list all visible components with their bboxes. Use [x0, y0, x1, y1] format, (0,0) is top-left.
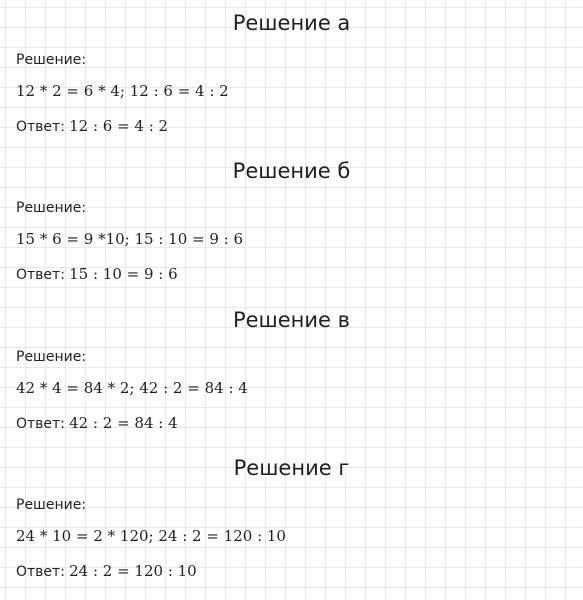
answer-label: Ответ: [16, 416, 65, 432]
section-heading: Решение г [233, 456, 350, 480]
solution-math: 12 * 2 = 6 * 4; 12 : 6 = 4 : 2 [16, 82, 229, 100]
answer-line [16, 264, 178, 285]
answer-line [16, 413, 178, 434]
solution-section-v [0, 297, 583, 445]
answer-value: 42 : 2 = 84 : 4 [69, 414, 178, 432]
solution-label: Решение: [16, 52, 87, 68]
solution-label: Решение: [16, 497, 87, 513]
answer-label: Ответ: [16, 267, 65, 283]
solution-section-b [0, 148, 583, 296]
solution-math: 24 * 10 = 2 * 120; 24 : 2 = 120 : 10 [16, 527, 286, 545]
solution-section-a [0, 0, 583, 148]
answer-value: 15 : 10 = 9 : 6 [69, 265, 178, 283]
answer-line [16, 561, 197, 582]
answer-value: 24 : 2 = 120 : 10 [69, 562, 197, 580]
section-heading: Решение а [232, 11, 351, 35]
answer-line [16, 116, 168, 137]
answer-label: Ответ: [16, 119, 65, 135]
answer-label: Ответ: [16, 564, 65, 580]
solution-math: 42 * 4 = 84 * 2; 42 : 2 = 84 : 4 [16, 379, 248, 397]
solution-label: Решение: [16, 349, 87, 365]
solution-section-g [0, 445, 583, 593]
solution-math: 15 * 6 = 9 *10; 15 : 10 = 9 : 6 [16, 230, 244, 248]
section-heading: Решение в [232, 308, 351, 332]
solution-label: Решение: [16, 200, 87, 216]
section-heading: Решение б [232, 159, 351, 183]
answer-value: 12 : 6 = 4 : 2 [69, 117, 169, 135]
